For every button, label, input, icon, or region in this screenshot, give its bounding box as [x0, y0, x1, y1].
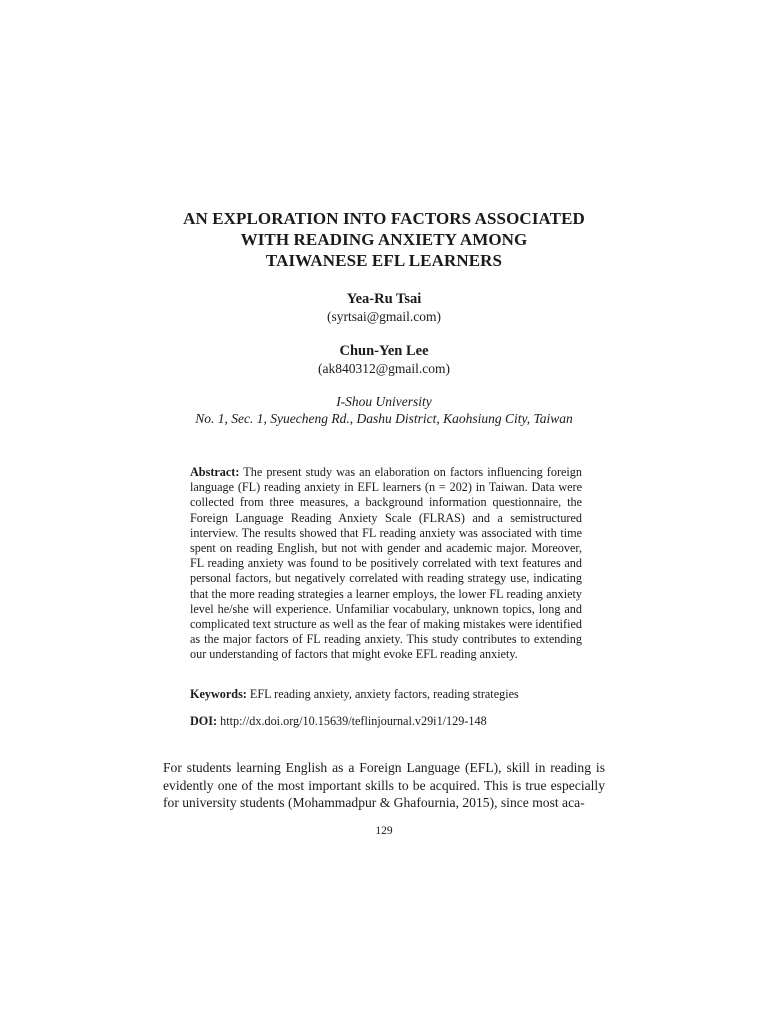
title-line-1: AN EXPLORATION INTO FACTORS ASSOCIATED	[183, 209, 585, 228]
doi	[190, 714, 582, 729]
keywords	[190, 687, 582, 702]
author-name: Chun-Yen Lee	[339, 343, 429, 359]
author-email: (ak840312@gmail.com)	[317, 361, 451, 376]
abstract	[190, 465, 582, 663]
title-line-2: WITH READING ANXIETY AMONG	[240, 230, 528, 249]
author-email: (syrtsai@gmail.com)	[326, 309, 442, 324]
author-1	[100, 290, 668, 325]
affiliation	[100, 393, 668, 427]
body-paragraph	[163, 759, 605, 812]
doi-label: DOI:	[190, 714, 218, 728]
keywords-text: EFL reading anxiety, anxiety factors, reading strategies	[249, 687, 519, 701]
doi-link[interactable]: http://dx.doi.org/10.15639/teflinjournal.v29i1/129-148	[220, 714, 487, 728]
paper-title	[100, 208, 668, 271]
author-name: Yea-Ru Tsai	[346, 291, 422, 307]
affiliation-address: No. 1, Sec. 1, Syuecheng Rd., Dashu District, Kaohsiung City, Taiwan	[195, 411, 573, 426]
author-2	[100, 342, 668, 377]
body-text: For students learning English as a Foreign Language (EFL), skill in reading is evidently one of the most important skills to be acquired. This is true especially for university students (Mohammadpur & Ghafournia, 2015), since most aca-	[163, 760, 605, 810]
abstract-label: Abstract:	[190, 465, 240, 479]
abstract-text: The present study was an elaboration on factors influencing foreign language (FL) reading anxiety in EFL learners (n = 202) in Taiwan. Data were collected from three measures, a background information questionnaire, the Foreign Language Reading Anxiety Scale (FLRAS) and a semistructured interview. The results showed that FL reading anxiety was associated with time spent on reading English, but not with gender and academic major. Moreover, FL reading anxiety was found to be positively correlated with text features and personal factors, but negatively correlated with reading strategy use, indicating that the more reading strategies a learner employs, the lower FL reading anxiety level he/she will experience. Unfamiliar vocabulary, unknown topics, long and complicated text structure as well as the fear of making mistakes were identified as the major factors of FL reading anxiety. This study contributes to extending our understanding of factors that might evoke EFL reading anxiety.	[190, 465, 582, 662]
page-number: 129	[375, 825, 393, 837]
keywords-label: Keywords:	[190, 687, 247, 701]
title-line-3: TAIWANESE EFL LEARNERS	[265, 251, 503, 270]
affiliation-institution: I-Shou University	[336, 394, 432, 409]
